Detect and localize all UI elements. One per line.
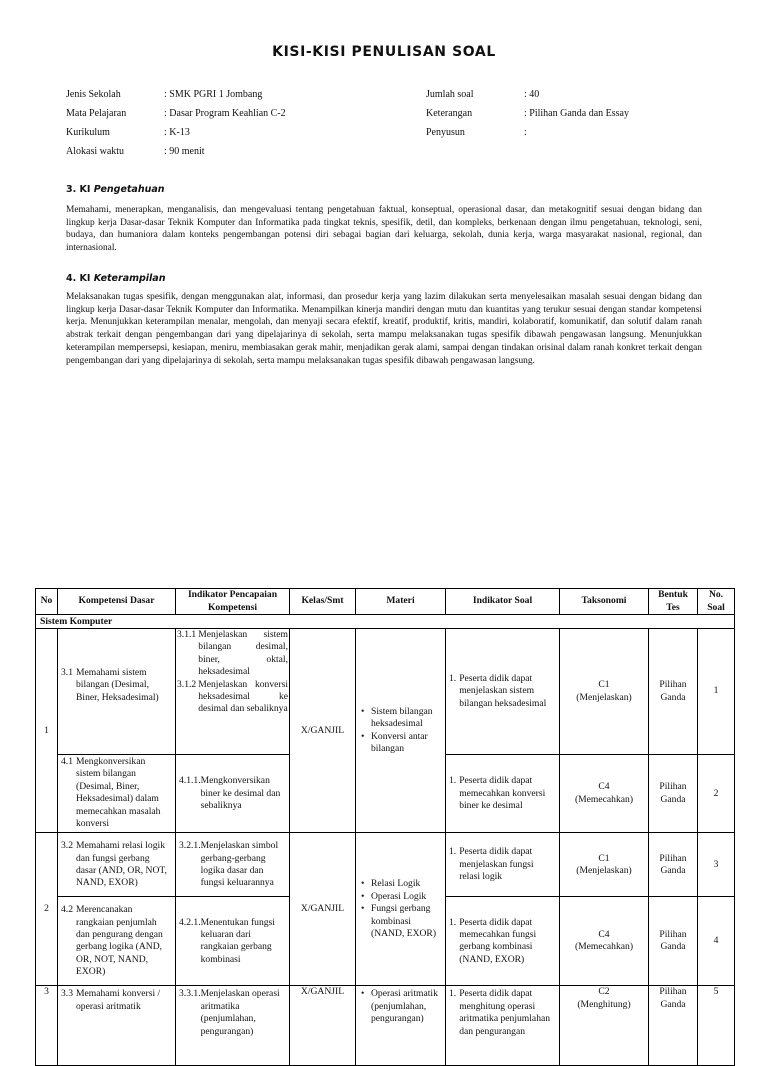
col-header-kd: Kompetensi Dasar bbox=[58, 589, 176, 615]
ipk-number: 3.3.1. bbox=[179, 988, 201, 1000]
kd-cell bbox=[58, 986, 176, 1066]
indikator-cell bbox=[446, 986, 560, 1066]
ki3-italic: Pengetahuan bbox=[93, 184, 165, 195]
taksonomi-verb: (Memecahkan) bbox=[574, 793, 634, 805]
ipk-cell bbox=[176, 897, 290, 986]
col-header-materi: Materi bbox=[356, 589, 446, 615]
ki3-heading bbox=[66, 184, 165, 195]
nosoal-cell: 2 bbox=[698, 755, 735, 833]
taksonomi-cell bbox=[560, 755, 649, 833]
kd-number: 3.1 bbox=[61, 667, 73, 678]
ki3-paragraph: Memahami, menerapkan, menganalisis, dan mengevaluasi tentang pengetahuan faktual, konseptual, operasional dasar, dan metakognitif sesuai dengan bidang dan lingkup kerja Dasar-dasar Teknik Komputer dan Informatika pada tingkat teknis, spesifik, detil, dan kompleks, berkenaan dengan ilmu pengetahuan, teknologi, seni, budaya, dan humaniora dalam konteks pengembangan potensi diri sebagai bagian dari keluarga, sekolah, dunia kerja, warga masyarakat nasional, regional, dan internasional. bbox=[66, 205, 702, 254]
taksonomi-level: C1 bbox=[598, 852, 610, 864]
materi-cell bbox=[356, 833, 446, 986]
kd-cell bbox=[58, 629, 176, 755]
ipk-cell bbox=[176, 986, 290, 1066]
meta-value: : 90 menit bbox=[164, 146, 205, 157]
ipk-number: 4.2.1. bbox=[179, 916, 201, 928]
meta-row bbox=[66, 145, 706, 164]
meta-label: Jenis Sekolah bbox=[66, 89, 121, 100]
meta-value: : SMK PGRI 1 Jombang bbox=[164, 89, 263, 100]
bentuk-cell: Pilihan Ganda bbox=[649, 629, 698, 755]
indikator-text: Peserta didik dapat menghitung operasi aritmatika penjumlahan dan pengurangan bbox=[459, 988, 551, 1037]
ipk-cell bbox=[176, 755, 290, 833]
taksonomi-verb: (Memecahkan) bbox=[574, 941, 634, 953]
materi-item: • Fungsi gerbang kombinasi (NAND, EXOR) bbox=[359, 903, 442, 940]
kd-number: 4.1 bbox=[61, 756, 73, 767]
ki4-italic: Keterampilan bbox=[93, 273, 166, 284]
taksonomi-level: C1 bbox=[598, 679, 610, 691]
col-header-nosoal: No. Soal bbox=[698, 589, 735, 615]
indikator-text: Peserta didik dapat menjelaskan sistem bilangan heksadesimal bbox=[459, 672, 547, 709]
taksonomi-cell bbox=[560, 833, 649, 897]
indikator-cell bbox=[446, 755, 560, 833]
indikator-number: 1. bbox=[449, 916, 457, 928]
ipk-text: Menentukan fungsi keluaran dari rangkaian gerbang kombinasi bbox=[200, 916, 275, 965]
meta-row bbox=[66, 88, 706, 107]
indikator-cell bbox=[446, 833, 560, 897]
ki4-paragraph: Melaksanakan tugas spesifik, dengan menggunakan alat, informasi, dan prosedur kerja yang lazim dilakukan serta menyelesaikan masalah sesuai dengan bidang dan lingkup kerja Dasar-dasar Teknik Komputer dan Informatika. Menampilkan kinerja mandiri dengan mutu dan kuantitas yang terukur sesuai dengan standar kompetensi kerja. Menunjukkan keterampilan menalar, mengolah, dan menyaji secara efektif, kreatif, produktif, kritis, mandiri, kolaboratif, komunikatif, dan solutif dalam ranah abstrak terkait dengan pengembangan dari yang dipelajarinya di sekolah, serta mampu melaksanakan tugas spesifik dibawah pengawasan langsung. Menunjukkan keterampilan mempersepsi, kesiapan, meniru, membiasakan gerak mahir, menjadikan gerak alami, sampai dengan tindakan orisinal dalam ranah konkret terkait dengan pengembangan dari yang dipelajarinya di sekolah, serta mampu melaksanakan tugas spesifik dibawah pengawasan langsung. bbox=[66, 292, 702, 366]
taksonomi-verb: (Menjelaskan) bbox=[576, 864, 632, 876]
meta-value: : K-13 bbox=[164, 127, 190, 138]
ipk-number: 3.2.1. bbox=[179, 840, 201, 852]
col-header-indikator: Indikator Soal bbox=[446, 589, 560, 615]
table-header-row bbox=[36, 589, 735, 615]
indikator-text: Peserta didik dapat memecahkan konversi biner ke desimal bbox=[459, 775, 546, 811]
col-header-no: No bbox=[36, 589, 58, 615]
materi-item: • Relasi Logik bbox=[359, 878, 442, 890]
materi-item: • Sistem bilangan heksadesimal bbox=[359, 706, 442, 731]
meta-value: : Dasar Program Keahlian C-2 bbox=[164, 108, 286, 119]
col-header-bentuk: Bentuk Tes bbox=[649, 589, 698, 615]
kd-cell bbox=[58, 755, 176, 833]
row-no: 3 bbox=[36, 986, 58, 1066]
bentuk-cell: Pilihan Ganda bbox=[649, 833, 698, 897]
bentuk-cell: Pilihan Ganda bbox=[649, 897, 698, 986]
taksonomi-verb: (Menghitung) bbox=[577, 998, 631, 1010]
taksonomi-cell bbox=[560, 897, 649, 986]
indikator-cell bbox=[446, 629, 560, 755]
materi-item: • Operasi Logik bbox=[359, 891, 442, 903]
meta-label: Penyusun bbox=[426, 127, 465, 138]
kelas-cell: X/GANJIL bbox=[290, 833, 356, 986]
meta-info bbox=[66, 88, 706, 164]
meta-label: Kurikulum bbox=[66, 127, 110, 138]
indikator-number: 1. bbox=[449, 988, 457, 1000]
kd-text: Memahami sistem bilangan (Desimal, Biner, Heksadesimal) bbox=[76, 667, 159, 703]
meta-label: Alokasi waktu bbox=[66, 146, 125, 157]
meta-value: : bbox=[524, 127, 527, 138]
ipk-cell bbox=[176, 629, 290, 755]
kd-number: 4.2 bbox=[61, 904, 73, 916]
taksonomi-level: C2 bbox=[598, 986, 610, 998]
kisi-table bbox=[35, 588, 735, 1066]
indikator-text: Peserta didik dapat memecahkan fungsi gerbang kombinasi (NAND, EXOR) bbox=[459, 916, 537, 965]
materi-item: • Konversi antar bilangan bbox=[359, 731, 442, 756]
meta-label: Keterangan bbox=[426, 108, 473, 119]
materi-item: • Operasi aritmatik (penjumlahan, pengurangan) bbox=[359, 988, 442, 1025]
bentuk-cell: Pilihan Ganda bbox=[649, 755, 698, 833]
meta-label: Jumlah soal bbox=[426, 89, 474, 100]
table-row bbox=[36, 629, 735, 755]
materi-cell bbox=[356, 986, 446, 1066]
taksonomi-cell bbox=[560, 629, 649, 755]
col-header-taksonomi: Taksonomi bbox=[560, 589, 649, 615]
meta-row bbox=[66, 107, 706, 126]
ki4-prefix: 4. KI bbox=[66, 273, 94, 284]
col-header-kelas: Kelas/Smt bbox=[290, 589, 356, 615]
indikator-number: 1. bbox=[449, 775, 457, 787]
nosoal-cell: 4 bbox=[698, 897, 735, 986]
table-row bbox=[36, 986, 735, 1066]
table-row bbox=[36, 833, 735, 897]
kd-number: 3.3 bbox=[61, 988, 73, 1000]
meta-label: Mata Pelajaran bbox=[66, 108, 127, 119]
ipk-text: Menjelaskan simbol gerbang-gerbang logika dasar dan fungsi keluarannya bbox=[200, 840, 279, 889]
kd-text: Memahami konversi / operasi aritmatik bbox=[76, 988, 161, 1012]
meta-row bbox=[66, 126, 706, 145]
document-title: KISI-KISI PENULISAN SOAL bbox=[272, 44, 496, 60]
meta-value: : 40 bbox=[524, 89, 540, 100]
ipk-text: Menjelaskan sistem bilangan desimal, biner, oktal, heksadesimal bbox=[198, 629, 288, 678]
ipk-number: 4.1.1. bbox=[179, 775, 201, 787]
taksonomi-level: C4 bbox=[598, 781, 610, 793]
section-title: Sistem Komputer bbox=[36, 615, 735, 629]
kd-text: Mengkonversikan sistem bilangan (Desimal, Biner, Heksadesimal) dalam memecahkan masalah konversi bbox=[76, 756, 161, 830]
taksonomi-level: C4 bbox=[598, 929, 610, 941]
ipk-text: Mengkonversikan biner ke desimal dan sebaliknya bbox=[200, 775, 281, 811]
indikator-number: 1. bbox=[449, 846, 457, 858]
ki4-heading bbox=[66, 273, 166, 284]
kelas-cell: X/GANJIL bbox=[290, 986, 356, 1066]
row-no: 2 bbox=[36, 833, 58, 986]
materi-cell bbox=[356, 629, 446, 833]
kd-cell bbox=[58, 897, 176, 986]
indikator-cell bbox=[446, 897, 560, 986]
ipk-cell bbox=[176, 833, 290, 897]
section-row bbox=[36, 615, 735, 629]
nosoal-cell: 1 bbox=[698, 629, 735, 755]
kd-number: 3.2 bbox=[61, 840, 73, 852]
meta-value: : Pilihan Ganda dan Essay bbox=[524, 108, 629, 119]
kd-cell bbox=[58, 833, 176, 897]
kelas-cell: X/GANJIL bbox=[290, 629, 356, 833]
taksonomi-verb: (Menjelaskan) bbox=[576, 691, 632, 703]
ki3-prefix: 3. KI bbox=[66, 184, 94, 195]
kd-text: Merencanakan rangkaian penjumlah dan pengurang dengan gerbang logika (AND, OR, NOT, NAND, EXOR) bbox=[76, 904, 163, 978]
row-no: 1 bbox=[36, 629, 58, 833]
indikator-text: Peserta didik dapat menjelaskan fungsi relasi logik bbox=[459, 846, 534, 883]
indikator-number: 1. bbox=[449, 672, 457, 684]
ipk-number: 3.1.1 bbox=[177, 629, 197, 640]
ipk-text: Menjelaskan konversi heksadesimal ke desimal dan sebaliknya bbox=[198, 678, 288, 715]
ipk-text: Menjelaskan operasi aritmatika (penjumlahan, pengurangan) bbox=[200, 988, 280, 1037]
bentuk-cell: Pilihan Ganda bbox=[649, 986, 698, 1066]
kd-text: Memahami relasi logik dan fungsi gerbang dasar (AND, OR, NOT, NAND, EXOR) bbox=[76, 840, 167, 889]
col-header-ipk: Indikator Pencapaian Kompetensi bbox=[176, 589, 290, 615]
nosoal-cell: 3 bbox=[698, 833, 735, 897]
nosoal-cell: 5 bbox=[698, 986, 735, 1066]
taksonomi-cell bbox=[560, 986, 649, 1066]
ipk-number: 3.1.2 bbox=[177, 678, 197, 690]
